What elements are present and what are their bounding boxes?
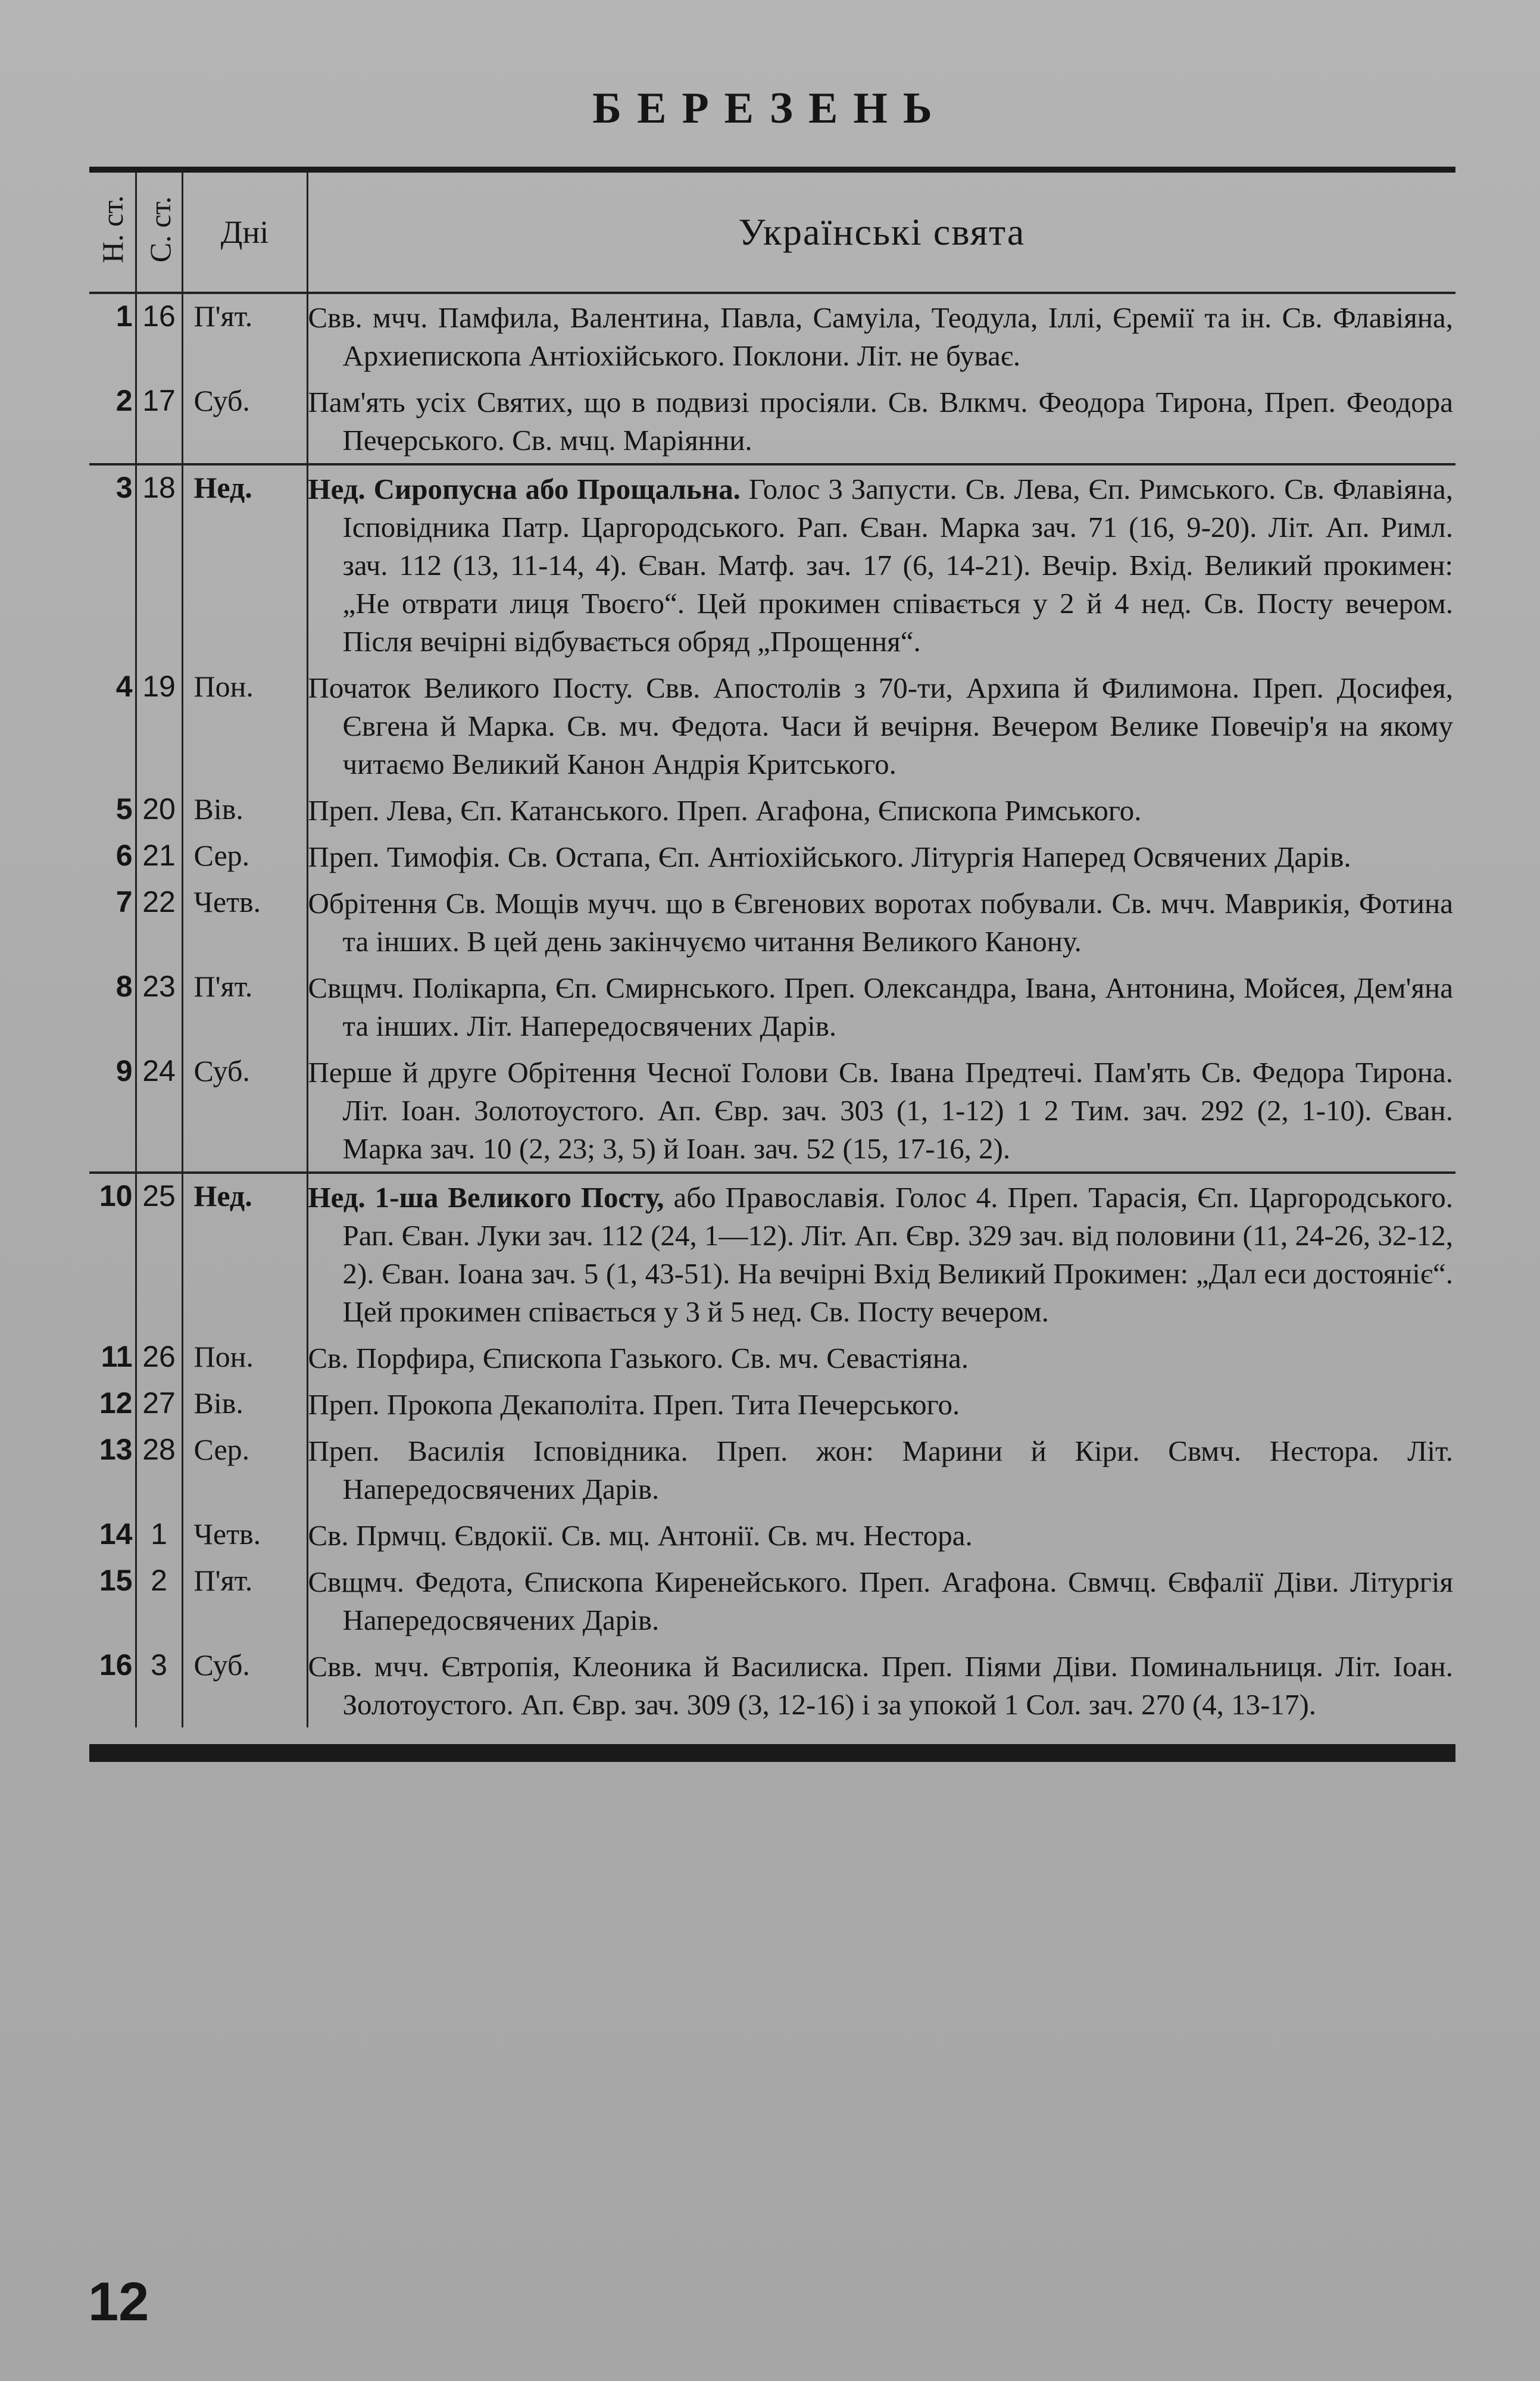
old-style-date: 24	[136, 1049, 182, 1173]
new-style-date: 2	[89, 379, 136, 464]
weekday: П'ят.	[182, 1558, 307, 1643]
holiday-text	[307, 880, 1455, 964]
table-row	[89, 1381, 1455, 1427]
weekday: Вів.	[182, 787, 307, 833]
table-body	[89, 293, 1455, 1727]
holiday-description: або Православія. Голос 4. Преп. Тарасія, Єп. Царгородського. Рап. Єван. Луки зач. 112 (24, 1—12). Літ. Ап. Євр. 329 зач. від половини (11, 24-26, 32-12, 2). Єван. Іоана зач. 5 (1, 43-51). На вечірні Вхід Великий Прокимен: „Дал еси достояніє“. Цей прокимен співається у 3 й 5 нед. Св. Посту вечером.	[342, 1181, 1453, 1328]
weekday: Сер.	[182, 833, 307, 880]
old-style-date: 16	[136, 293, 182, 379]
holiday-text	[307, 1558, 1455, 1643]
holiday-text	[307, 1427, 1455, 1512]
table-row	[89, 293, 1455, 379]
table-row	[89, 1643, 1455, 1727]
holiday-description: Голос 3 Запусти. Св. Лева, Єп. Римського. Св. Флавіяна, Ісповідника Патр. Царгородського. Рап. Єван. Марка зач. 71 (16, 9-20). Літ. Ап. Римл. зач. 112 (13, 11-14, 4). Єван. Матф. зач. 17 (6, 14-21). Вечір. Вхід. Великий прокимен: „Не отврати лиця Твоєго“. Цей прокимен співається у 2 й 4 нед. Св. Посту вечером. Після вечірні відбувається обряд „Прощення“.	[342, 473, 1453, 658]
table-row	[89, 964, 1455, 1049]
holiday-description: Преп. Лева, Єп. Катанського. Преп. Агафона, Єпископа Римського.	[308, 794, 1142, 827]
holiday-description: Свв. мчч. Євтропія, Клеоника й Василиска. Преп. Піями Діви. Поминальниця. Літ. Іоан. Золотоустого. Ап. Євр. зач. 309 (3, 12-16) і за упокой 1 Сол. зач. 270 (4, 13-17).	[308, 1650, 1453, 1721]
table-row	[89, 1558, 1455, 1643]
old-style-date: 17	[136, 379, 182, 464]
weekday: Нед.	[182, 464, 307, 664]
table-row	[89, 1512, 1455, 1558]
old-style-date: 18	[136, 464, 182, 664]
holiday-text	[307, 464, 1455, 664]
old-style-date: 21	[136, 833, 182, 880]
holiday-text	[307, 664, 1455, 787]
old-style-date: 1	[136, 1512, 182, 1558]
old-style-date: 22	[136, 880, 182, 964]
table-row	[89, 787, 1455, 833]
table-row	[89, 833, 1455, 880]
holidays-header: Українські свята	[307, 173, 1455, 293]
holiday-text	[307, 1173, 1455, 1335]
holiday-title: Нед. 1-ша Великого Посту,	[308, 1181, 664, 1214]
weekday: Четв.	[182, 1512, 307, 1558]
new-style-date: 15	[89, 1558, 136, 1643]
new-style-date: 4	[89, 664, 136, 787]
top-rule	[89, 167, 1455, 173]
table-header-row	[89, 173, 1455, 293]
old-style-date: 19	[136, 664, 182, 787]
old-style-date: 25	[136, 1173, 182, 1335]
holiday-text	[307, 379, 1455, 464]
holiday-description: Преп. Тимофія. Св. Остапа, Єп. Антіохійського. Літургія Наперед Освячених Дарів.	[308, 840, 1351, 873]
holiday-text	[307, 964, 1455, 1049]
new-style-date: 16	[89, 1643, 136, 1727]
old-style-date: 27	[136, 1381, 182, 1427]
old-style-date: 20	[136, 787, 182, 833]
new-style-header: Н. ст.	[89, 173, 136, 293]
table-row	[89, 1049, 1455, 1173]
new-style-date: 10	[89, 1173, 136, 1335]
new-style-date: 12	[89, 1381, 136, 1427]
old-style-date: 23	[136, 964, 182, 1049]
holiday-text	[307, 1643, 1455, 1727]
new-style-date: 6	[89, 833, 136, 880]
new-style-date: 5	[89, 787, 136, 833]
weekday: Сер.	[182, 1427, 307, 1512]
holiday-text	[307, 1335, 1455, 1381]
new-style-date: 11	[89, 1335, 136, 1381]
weekday: Суб.	[182, 1049, 307, 1173]
days-header: Дні	[182, 173, 307, 293]
holiday-text	[307, 1049, 1455, 1173]
new-style-date: 8	[89, 964, 136, 1049]
old-style-date: 3	[136, 1643, 182, 1727]
holiday-description: Обрітення Св. Мощів мучч. що в Євгенових воротах побували. Св. мчч. Маврикія, Фотина та інших. В цей день закінчуємо читання Великого Канону.	[308, 887, 1453, 958]
new-style-date: 1	[89, 293, 136, 379]
weekday: П'ят.	[182, 964, 307, 1049]
holiday-description: Свщмч. Федота, Єпископа Киренейського. Преп. Агафона. Свмчц. Євфалії Діви. Літургія Напередосвячених Дарів.	[308, 1566, 1453, 1636]
holiday-description: Св. Порфира, Єпископа Газького. Св. мч. Севастіяна.	[308, 1342, 969, 1374]
weekday: Пон.	[182, 1335, 307, 1381]
old-style-date: 2	[136, 1558, 182, 1643]
table-row	[89, 880, 1455, 964]
holiday-description: Пам'ять усіх Святих, що в подвизі просіяли. Св. Влкмч. Феодора Тирона, Преп. Феодора Печерського. Св. мчц. Маріянни.	[308, 386, 1453, 457]
new-style-date: 9	[89, 1049, 136, 1173]
holiday-text	[307, 293, 1455, 379]
new-style-date: 14	[89, 1512, 136, 1558]
weekday: П'ят.	[182, 293, 307, 379]
holiday-description: Перше й друге Обрітення Чесної Голови Св. Івана Предтечі. Пам'ять Св. Федора Тирона. Літ. Іоан. Золотоустого. Ап. Євр. зач. 303 (1, 1-12) 1 2 Тим. зач. 292 (2, 1-10). Єван. Марка зач. 10 (2, 23; 3, 5) й Іоан. зач. 52 (15, 17-16, 2).	[308, 1056, 1453, 1165]
holiday-description: Свщмч. Полікарпа, Єп. Смирнського. Преп. Олександра, Івана, Антонина, Мойсея, Дем'яна та інших. Літ. Напередосвячених Дарів.	[308, 971, 1453, 1042]
holiday-description: Свв. мчч. Памфила, Валентина, Павла, Самуіла, Теодула, Іллі, Єремії та ін. Св. Флавіяна, Архиепископа Антіохійського. Поклони. Літ. не буває.	[308, 301, 1453, 372]
holiday-table	[89, 173, 1455, 1727]
weekday: Пон.	[182, 664, 307, 787]
table-row	[89, 664, 1455, 787]
table-row	[89, 464, 1455, 664]
holiday-description: Св. Прмчц. Євдокії. Св. мц. Антонії. Св. мч. Нестора.	[308, 1519, 973, 1552]
new-style-date: 13	[89, 1427, 136, 1512]
holiday-table-wrapper	[89, 167, 1455, 1762]
table-row	[89, 1427, 1455, 1512]
old-style-header: С. ст.	[136, 173, 182, 293]
table-row	[89, 379, 1455, 464]
weekday: Четв.	[182, 880, 307, 964]
new-style-date: 3	[89, 464, 136, 664]
holiday-text	[307, 1381, 1455, 1427]
holiday-text	[307, 833, 1455, 880]
holiday-text	[307, 1512, 1455, 1558]
holiday-description: Початок Великого Посту. Свв. Апостолів з 70-ти, Архипа й Филимона. Преп. Досифея, Євгена й Марка. Св. мч. Федота. Часи й вечірня. Вечером Велике Повечір'я на якому читаємо Великий Канон Андрія Критського.	[308, 671, 1453, 780]
weekday: Суб.	[182, 379, 307, 464]
table-row	[89, 1173, 1455, 1335]
holiday-text	[307, 787, 1455, 833]
holiday-description: Преп. Василія Ісповідника. Преп. жон: Марини й Кіри. Свмч. Нестора. Літ. Напередосвячених Дарів.	[308, 1435, 1453, 1505]
weekday: Вів.	[182, 1381, 307, 1427]
weekday: Нед.	[182, 1173, 307, 1335]
new-style-date: 7	[89, 880, 136, 964]
old-style-date: 28	[136, 1427, 182, 1512]
holiday-title: Нед. Сиропусна або Прощальна.	[308, 473, 741, 505]
table-row	[89, 1335, 1455, 1381]
old-style-date: 26	[136, 1335, 182, 1381]
holiday-description: Преп. Прокопа Декаполіта. Преп. Тита Печерського.	[308, 1388, 960, 1421]
bottom-rule	[89, 1744, 1455, 1762]
page-number: 12	[88, 2271, 149, 2332]
weekday: Суб.	[182, 1643, 307, 1727]
month-title: БЕРЕЗЕНЬ	[592, 84, 948, 133]
